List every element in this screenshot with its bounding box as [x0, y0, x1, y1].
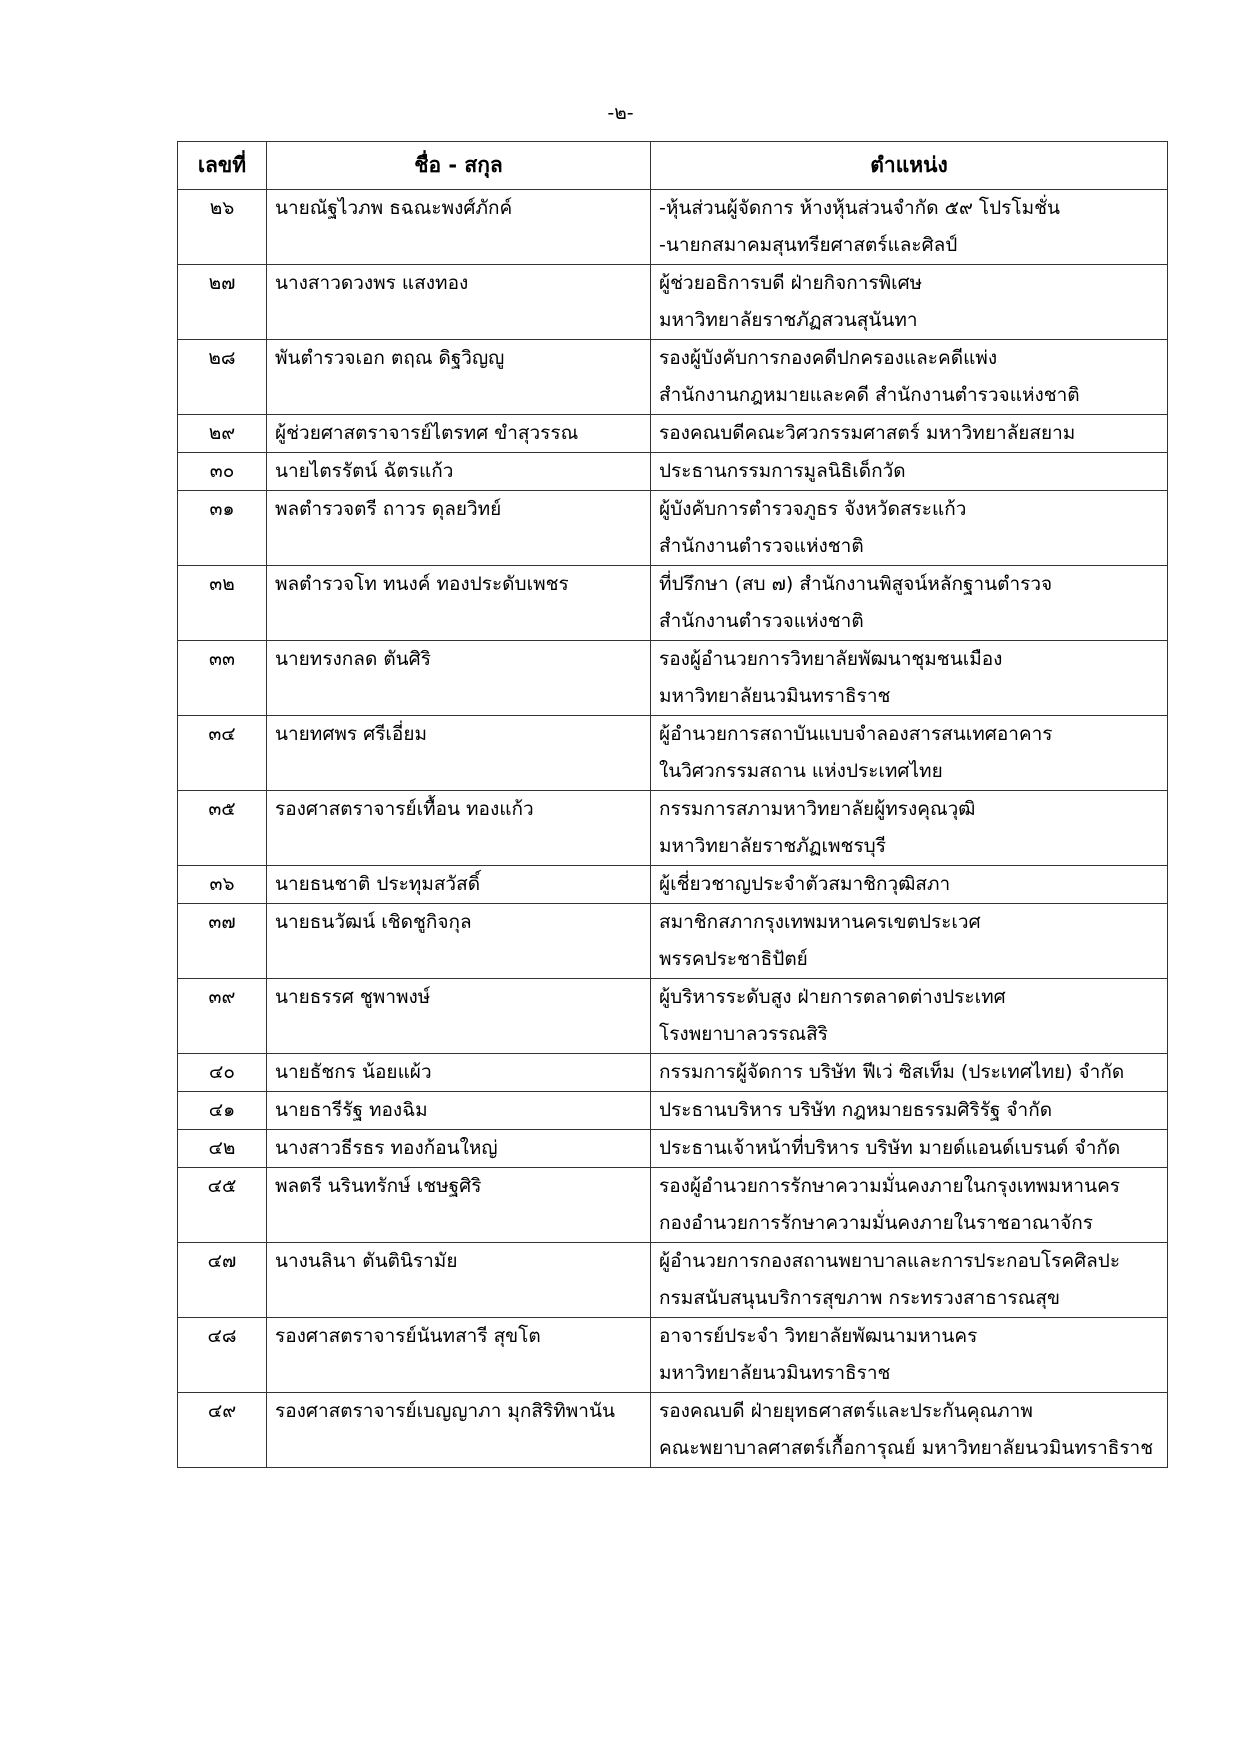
row-number: ๓๕: [178, 791, 267, 866]
header-position: ตำแหน่ง: [651, 142, 1168, 190]
header-name: ชื่อ - สกุล: [267, 142, 651, 190]
position-line: สำนักงานตำรวจแห่งชาติ: [659, 610, 864, 632]
row-name: พลตำรวจตรี ถาวร ดุลยวิทย์: [267, 491, 651, 566]
row-position: [651, 265, 1168, 340]
row-name: พันตำรวจเอก ตฤณ ดิฐวิญญู: [267, 340, 651, 415]
table-row: [178, 1054, 1168, 1092]
row-name: รองศาสตราจารย์นันทสารี สุขโต: [267, 1318, 651, 1393]
position-line: รองคณบดีคณะวิศวกรรมศาสตร์ มหาวิทยาลัยสยาม: [659, 422, 1076, 444]
member-table: [177, 141, 1168, 1468]
row-name: พลตำรวจโท ทนงค์ ทองประดับเพชร: [267, 566, 651, 641]
row-number: ๓๗: [178, 904, 267, 979]
position-line: สำนักงานตำรวจแห่งชาติ: [659, 535, 864, 557]
row-position: [651, 716, 1168, 791]
row-number: ๓๑: [178, 491, 267, 566]
row-position: [651, 1130, 1168, 1168]
row-position: [651, 1054, 1168, 1092]
row-name: นายทรงกลด ตันศิริ: [267, 641, 651, 716]
position-line: พรรคประชาธิปัตย์: [659, 948, 808, 970]
table-row: [178, 340, 1168, 415]
row-name: นายธรรศ ชูพาพงษ์: [267, 979, 651, 1054]
row-number: ๓๔: [178, 716, 267, 791]
position-line: ประธานกรรมการมูลนิธิเด็กวัด: [659, 460, 906, 482]
table-header-row: [178, 142, 1168, 190]
position-line: มหาวิทยาลัยนวมินทราธิราช: [659, 685, 891, 707]
position-line: รองคณบดี ฝ่ายยุทธศาสตร์และประกันคุณภาพ: [659, 1400, 1033, 1422]
row-position: [651, 1243, 1168, 1318]
row-number: ๒๖: [178, 190, 267, 265]
row-name: นายธัชกร น้อยแผ้ว: [267, 1054, 651, 1092]
position-line: สมาชิกสภากรุงเทพมหานครเขตประเวศ: [659, 911, 981, 933]
row-name: นางสาวดวงพร แสงทอง: [267, 265, 651, 340]
row-name: นางนลินา ตันตินิรามัย: [267, 1243, 651, 1318]
table-row: [178, 791, 1168, 866]
table-row: [178, 190, 1168, 265]
row-position: [651, 1092, 1168, 1130]
row-number: ๔๒: [178, 1130, 267, 1168]
row-position: [651, 866, 1168, 904]
position-line: มหาวิทยาลัยราชภัฏสวนสุนันทา: [659, 309, 918, 331]
row-position: [651, 641, 1168, 716]
row-position: [651, 904, 1168, 979]
position-line: ที่ปรึกษา (สบ ๗) สำนักงานพิสูจน์หลักฐานตำรวจ: [659, 573, 1053, 595]
position-line: ประธานเจ้าหน้าที่บริหาร บริษัท มายด์แอนด์เบรนด์ จำกัด: [659, 1137, 1121, 1159]
row-name: นายไตรรัตน์ ฉัตรแก้ว: [267, 453, 651, 491]
table-row: [178, 265, 1168, 340]
table-row: [178, 716, 1168, 791]
table-row: [178, 1243, 1168, 1318]
position-line: กรมสนับสนุนบริการสุขภาพ กระทรวงสาธารณสุข: [659, 1287, 1060, 1309]
row-position: [651, 1168, 1168, 1243]
position-line: ผู้ช่วยอธิการบดี ฝ่ายกิจการพิเศษ: [659, 272, 923, 294]
row-number: ๒๗: [178, 265, 267, 340]
row-number: ๔๑: [178, 1092, 267, 1130]
page-number: -๒-: [607, 102, 634, 124]
position-line: มหาวิทยาลัยนวมินทราธิราช: [659, 1362, 891, 1384]
row-position: [651, 190, 1168, 265]
row-position: [651, 453, 1168, 491]
position-line: ประธานบริหาร บริษัท กฎหมายธรรมศิริรัฐ จำกัด: [659, 1099, 1053, 1121]
row-name: รองศาสตราจารย์เบญญาภา มุกสิริทิพานัน: [267, 1393, 651, 1468]
position-line: ผู้อำนวยการกองสถานพยาบาลและการประกอบโรคศิลปะ: [659, 1250, 1121, 1272]
row-number: ๓๓: [178, 641, 267, 716]
table-row: [178, 1318, 1168, 1393]
position-line: ผู้เชี่ยวชาญประจำตัวสมาชิกวุฒิสภา: [659, 873, 951, 895]
row-name: รองศาสตราจารย์เทื้อน ทองแก้ว: [267, 791, 651, 866]
table-row: [178, 1168, 1168, 1243]
row-number: ๓๐: [178, 453, 267, 491]
row-name: นายธนชาติ ประทุมสวัสดิ์: [267, 866, 651, 904]
row-name: พลตรี นรินทรักษ์ เชษฐศิริ: [267, 1168, 651, 1243]
position-line: มหาวิทยาลัยราชภัฏเพชรบุรี: [659, 835, 886, 857]
table-row: [178, 453, 1168, 491]
position-line: กรรมการสภามหาวิทยาลัยผู้ทรงคุณวุฒิ: [659, 798, 976, 820]
table-row: [178, 415, 1168, 453]
position-line: -หุ้นส่วนผู้จัดการ ห้างหุ้นส่วนจำกัด ๕๙ โปรโมชั่น: [659, 197, 1060, 219]
row-position: [651, 340, 1168, 415]
row-name: นางสาวธีรธร ทองก้อนใหญ่: [267, 1130, 651, 1168]
table-row: [178, 641, 1168, 716]
position-line: รองผู้บังคับการกองคดีปกครองและคดีแพ่ง: [659, 347, 998, 369]
row-number: ๔๐: [178, 1054, 267, 1092]
table-row: [178, 1393, 1168, 1468]
position-line: โรงพยาบาลวรรณสิริ: [659, 1023, 828, 1045]
row-name: นายธนวัฒน์ เชิดชูกิจกุล: [267, 904, 651, 979]
table-row: [178, 491, 1168, 566]
row-number: ๓๖: [178, 866, 267, 904]
row-position: [651, 791, 1168, 866]
position-line: คณะพยาบาลศาสตร์เกื้อการุณย์ มหาวิทยาลัยนวมินทราธิราช: [659, 1437, 1154, 1459]
position-line: ในวิศวกรรมสถาน แห่งประเทศไทย: [659, 760, 943, 782]
row-number: ๔๘: [178, 1318, 267, 1393]
row-position: [651, 491, 1168, 566]
row-number: ๔๗: [178, 1243, 267, 1318]
row-number: ๓๒: [178, 566, 267, 641]
position-line: ผู้บังคับการตำรวจภูธร จังหวัดสระแก้ว: [659, 498, 967, 520]
table-row: [178, 904, 1168, 979]
position-line: -นายกสมาคมสุนทรียศาสตร์และศิลป์: [659, 234, 958, 256]
row-name: ผู้ช่วยศาสตราจารย์ไตรทศ ขำสุวรรณ: [267, 415, 651, 453]
position-line: กรรมการผู้จัดการ บริษัท ฟีเว่ ซิสเท็ม (ประเทศไทย) จำกัด: [659, 1061, 1125, 1083]
row-name: นายทศพร ศรีเอี่ยม: [267, 716, 651, 791]
position-line: ผู้บริหารระดับสูง ฝ่ายการตลาดต่างประเทศ: [659, 986, 1006, 1008]
row-number: ๓๙: [178, 979, 267, 1054]
row-number: ๔๙: [178, 1393, 267, 1468]
position-line: สำนักงานกฎหมายและคดี สำนักงานตำรวจแห่งชาติ: [659, 384, 1080, 406]
row-number: ๒๙: [178, 415, 267, 453]
table-row: [178, 1130, 1168, 1168]
table-row: [178, 566, 1168, 641]
row-position: [651, 415, 1168, 453]
position-line: รองผู้อำนวยการรักษาความมั่นคงภายในกรุงเทพมหานคร: [659, 1175, 1120, 1197]
row-number: ๒๘: [178, 340, 267, 415]
row-name: นายธารีรัฐ ทองฉิม: [267, 1092, 651, 1130]
row-position: [651, 1393, 1168, 1468]
row-position: [651, 1318, 1168, 1393]
table-row: [178, 979, 1168, 1054]
position-line: กองอำนวยการรักษาความมั่นคงภายในราชอาณาจักร: [659, 1212, 1093, 1234]
position-line: รองผู้อำนวยการวิทยาลัยพัฒนาชุมชนเมือง: [659, 648, 1003, 670]
table-body: [178, 190, 1168, 1468]
row-position: [651, 566, 1168, 641]
table-row: [178, 1092, 1168, 1130]
header-no: เลขที่: [178, 142, 267, 190]
position-line: ผู้อำนวยการสถาบันแบบจำลองสารสนเทศอาคาร: [659, 723, 1053, 745]
position-line: อาจารย์ประจำ วิทยาลัยพัฒนามหานคร: [659, 1325, 978, 1347]
table-row: [178, 866, 1168, 904]
row-position: [651, 979, 1168, 1054]
row-number: ๔๕: [178, 1168, 267, 1243]
row-name: นายณัฐไวภพ ธฉณะพงศ์ภักค์: [267, 190, 651, 265]
